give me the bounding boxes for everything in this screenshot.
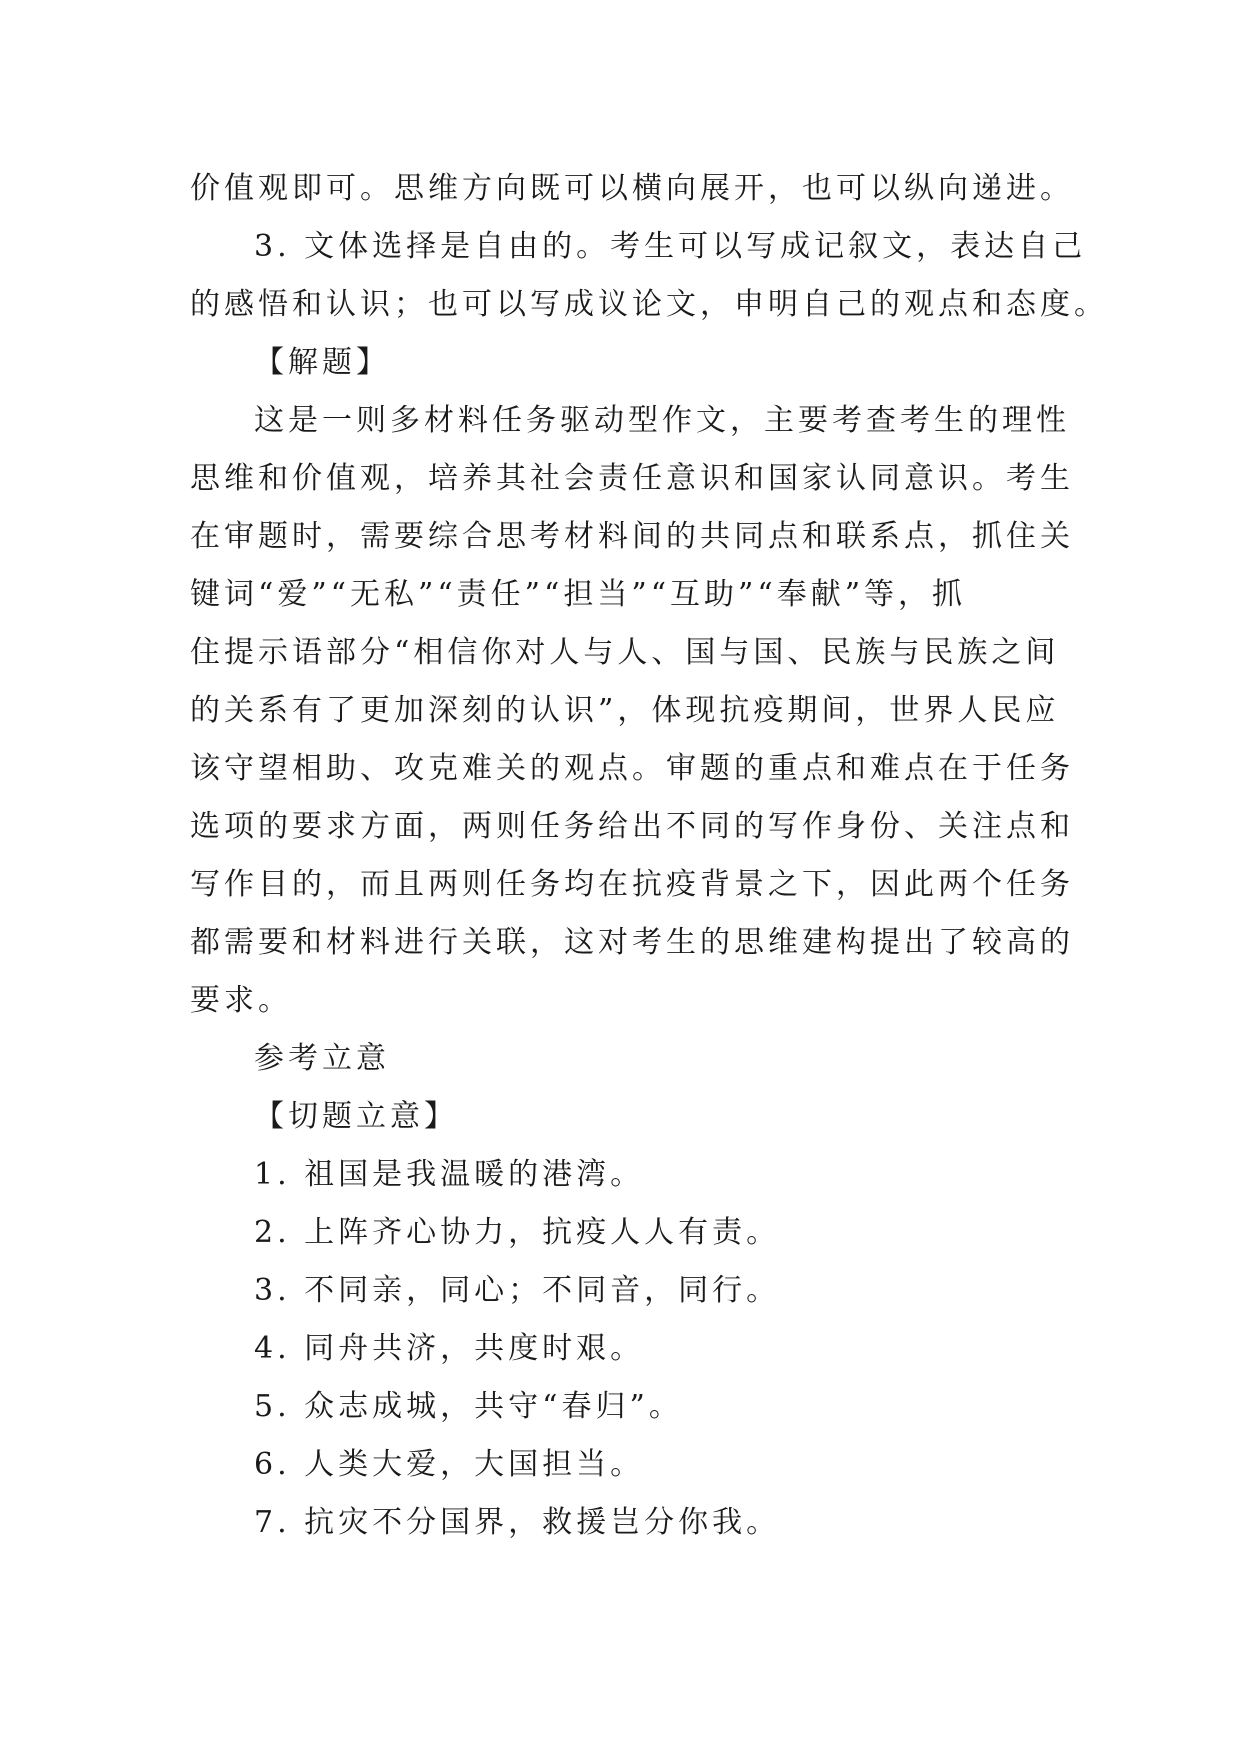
section-heading: 【解题】 [254,345,390,380]
paragraph-line: 在审题时，需要综合思考材料间的共同点和联系点，抓住关 [190,519,1074,554]
text-line: 的感悟和认识；也可以写成议论文，申明自己的观点和态度。 [190,287,1108,322]
paragraph-line: 的关系有了更加深刻的认识”，体现抗疫期间，世界人民应 [190,693,1060,728]
paragraph-line: 写作目的，而且两则任务均在抗疫背景之下，因此两个任务 [190,867,1074,902]
list-item: 7. 抗灾不分国界，救援岂分你我。 [254,1505,781,1540]
paragraph-line: 键词“爱”“无私”“责任”“担当”“互助”“奉献”等，抓 [190,577,967,612]
text-line: 价值观即可。思维方向既可以横向展开，也可以纵向递进。 [190,171,1074,206]
paragraph-line: 该守望相助、攻克难关的观点。审题的重点和难点在于任务 [190,751,1074,786]
paragraph-line: 选项的要求方面，两则任务给出不同的写作身份、关注点和 [190,809,1074,844]
list-item: 4. 同舟共济，共度时艰。 [254,1331,645,1366]
list-item: 3. 文体选择是自由的。考生可以写成记叙文，表达自己 [254,229,1087,264]
paragraph-line: 这是一则多材料任务驱动型作文，主要考查考生的理性 [254,403,1070,438]
list-item: 2. 上阵齐心协力，抗疫人人有责。 [254,1215,781,1250]
list-item: 3. 不同亲，同心；不同音，同行。 [254,1273,781,1308]
section-heading: 【切题立意】 [254,1099,458,1134]
list-item: 1. 祖国是我温暖的港湾。 [254,1157,645,1192]
paragraph-line: 思维和价值观，培养其社会责任意识和国家认同意识。考生 [190,461,1074,496]
paragraph-line: 要求。 [190,983,292,1018]
document-page [190,160,1108,1552]
paragraph-line: 都需要和材料进行关联，这对考生的思维建构提出了较高的 [190,925,1074,960]
list-item: 6. 人类大爱，大国担当。 [254,1447,645,1482]
list-item: 5. 众志成城，共守“春归”。 [254,1389,683,1424]
section-heading: 参考立意 [254,1041,390,1076]
paragraph-line: 住提示语部分“相信你对人与人、国与国、民族与民族之间 [190,635,1060,670]
